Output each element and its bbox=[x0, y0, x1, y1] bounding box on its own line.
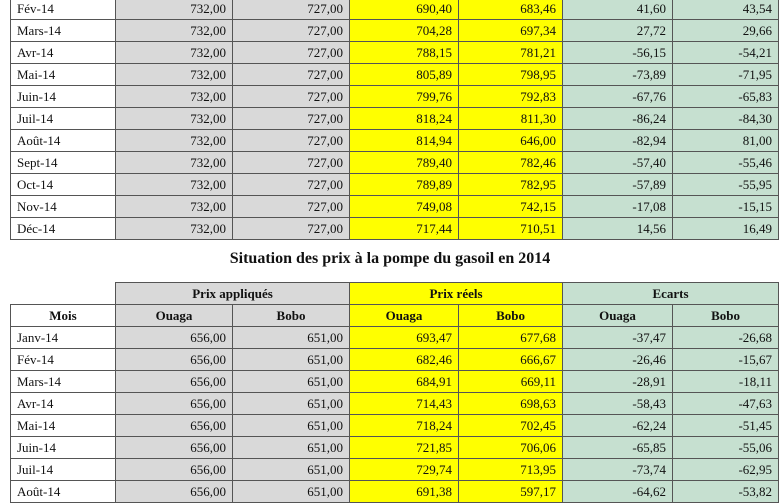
cell-pa-ouaga: 732,00 bbox=[116, 64, 233, 86]
cell-pr-bobo: 697,34 bbox=[459, 20, 563, 42]
header-prix-appliques: Prix appliqués bbox=[116, 283, 350, 305]
sub-header-row bbox=[11, 305, 779, 327]
cell-pa-bobo: 651,00 bbox=[233, 393, 350, 415]
cell-pr-bobo: 666,67 bbox=[459, 349, 563, 371]
cell-pr-bobo: 677,68 bbox=[459, 327, 563, 349]
cell-pa-bobo: 727,00 bbox=[233, 196, 350, 218]
cell-mois: Mai-14 bbox=[11, 415, 116, 437]
cell-pa-ouaga: 656,00 bbox=[116, 349, 233, 371]
cell-mois: Mai-14 bbox=[11, 64, 116, 86]
cell-mois: Avr-14 bbox=[11, 42, 116, 64]
gasoil-price-table-body bbox=[11, 327, 779, 503]
cell-pa-ouaga: 656,00 bbox=[116, 371, 233, 393]
table-row bbox=[11, 349, 779, 371]
cell-pa-bobo: 727,00 bbox=[233, 108, 350, 130]
table-row bbox=[11, 218, 779, 240]
header-prix-reels: Prix réels bbox=[350, 283, 563, 305]
cell-pr-ouaga: 717,44 bbox=[350, 218, 459, 240]
cell-ec-ouaga: -58,43 bbox=[563, 393, 673, 415]
cell-pr-ouaga: 749,08 bbox=[350, 196, 459, 218]
cell-pa-bobo: 727,00 bbox=[233, 174, 350, 196]
cell-mois: Nov-14 bbox=[11, 196, 116, 218]
cell-ec-bobo: -71,95 bbox=[673, 64, 779, 86]
cell-pa-ouaga: 732,00 bbox=[116, 174, 233, 196]
table-row bbox=[11, 481, 779, 503]
cell-ec-ouaga: -17,08 bbox=[563, 196, 673, 218]
cell-pr-bobo: 698,63 bbox=[459, 393, 563, 415]
cell-pr-ouaga: 684,91 bbox=[350, 371, 459, 393]
cell-pr-ouaga: 721,85 bbox=[350, 437, 459, 459]
header-ecarts: Ecarts bbox=[563, 283, 779, 305]
cell-pa-ouaga: 732,00 bbox=[116, 130, 233, 152]
cell-pa-bobo: 727,00 bbox=[233, 20, 350, 42]
cell-ec-bobo: -55,95 bbox=[673, 174, 779, 196]
cell-pa-ouaga: 656,00 bbox=[116, 393, 233, 415]
cell-pa-ouaga: 656,00 bbox=[116, 437, 233, 459]
header-pa-ouaga: Ouaga bbox=[116, 305, 233, 327]
cell-mois: Juil-14 bbox=[11, 108, 116, 130]
cell-ec-bobo: -54,21 bbox=[673, 42, 779, 64]
cell-ec-ouaga: -73,89 bbox=[563, 64, 673, 86]
cell-pa-ouaga: 732,00 bbox=[116, 196, 233, 218]
cell-mois: Sept-14 bbox=[11, 152, 116, 174]
table-row bbox=[11, 152, 779, 174]
cell-mois: Oct-14 bbox=[11, 174, 116, 196]
cell-pr-ouaga: 789,40 bbox=[350, 152, 459, 174]
table-row bbox=[11, 371, 779, 393]
cell-ec-ouaga: -86,24 bbox=[563, 108, 673, 130]
cell-mois: Déc-14 bbox=[11, 218, 116, 240]
cell-mois: Août-14 bbox=[11, 130, 116, 152]
cell-ec-ouaga: -82,94 bbox=[563, 130, 673, 152]
super-price-table bbox=[10, 0, 779, 240]
cell-pr-bobo: 597,17 bbox=[459, 481, 563, 503]
cell-pr-ouaga: 714,43 bbox=[350, 393, 459, 415]
cell-pa-ouaga: 656,00 bbox=[116, 481, 233, 503]
cell-pa-bobo: 651,00 bbox=[233, 349, 350, 371]
cell-ec-bobo: -84,30 bbox=[673, 108, 779, 130]
table-row bbox=[11, 0, 779, 20]
header-mois: Mois bbox=[11, 305, 116, 327]
cell-ec-bobo: -51,45 bbox=[673, 415, 779, 437]
cell-ec-ouaga: -26,46 bbox=[563, 349, 673, 371]
cell-ec-ouaga: -65,85 bbox=[563, 437, 673, 459]
table-row bbox=[11, 108, 779, 130]
cell-ec-bobo: -15,15 bbox=[673, 196, 779, 218]
table-row bbox=[11, 20, 779, 42]
cell-ec-ouaga: 27,72 bbox=[563, 20, 673, 42]
cell-pa-ouaga: 656,00 bbox=[116, 415, 233, 437]
super-price-table-body bbox=[11, 0, 779, 240]
cell-pr-bobo: 683,46 bbox=[459, 0, 563, 20]
cell-mois: Août-14 bbox=[11, 481, 116, 503]
table-row bbox=[11, 196, 779, 218]
cell-pr-bobo: 706,06 bbox=[459, 437, 563, 459]
cell-ec-bobo: -15,67 bbox=[673, 349, 779, 371]
cell-pa-bobo: 651,00 bbox=[233, 371, 350, 393]
cell-pr-bobo: 713,95 bbox=[459, 459, 563, 481]
header-blank bbox=[11, 283, 116, 305]
cell-pr-ouaga: 788,15 bbox=[350, 42, 459, 64]
cell-pa-bobo: 727,00 bbox=[233, 152, 350, 174]
table-row bbox=[11, 437, 779, 459]
cell-ec-bobo: -53,82 bbox=[673, 481, 779, 503]
header-ec-bobo: Bobo bbox=[673, 305, 779, 327]
cell-mois: Juil-14 bbox=[11, 459, 116, 481]
gasoil-table-title: Situation des prix à la pompe du gasoil en 2014 bbox=[229, 250, 551, 267]
cell-mois: Avr-14 bbox=[11, 393, 116, 415]
cell-ec-ouaga: -56,15 bbox=[563, 42, 673, 64]
cell-pr-bobo: 710,51 bbox=[459, 218, 563, 240]
cell-ec-ouaga: -37,47 bbox=[563, 327, 673, 349]
cell-pr-ouaga: 814,94 bbox=[350, 130, 459, 152]
cell-pr-ouaga: 729,74 bbox=[350, 459, 459, 481]
cell-ec-bobo: -55,46 bbox=[673, 152, 779, 174]
cell-ec-bobo: -18,11 bbox=[673, 371, 779, 393]
cell-pr-bobo: 811,30 bbox=[459, 108, 563, 130]
table-row bbox=[11, 130, 779, 152]
header-pr-ouaga: Ouaga bbox=[350, 305, 459, 327]
cell-ec-bobo: -55,06 bbox=[673, 437, 779, 459]
cell-pr-ouaga: 693,47 bbox=[350, 327, 459, 349]
cell-ec-ouaga: -62,24 bbox=[563, 415, 673, 437]
cell-pr-bobo: 798,95 bbox=[459, 64, 563, 86]
cell-pa-bobo: 727,00 bbox=[233, 42, 350, 64]
cell-pa-bobo: 651,00 bbox=[233, 415, 350, 437]
cell-ec-bobo: -62,95 bbox=[673, 459, 779, 481]
cell-ec-ouaga: -28,91 bbox=[563, 371, 673, 393]
cell-pa-ouaga: 656,00 bbox=[116, 459, 233, 481]
cell-pa-ouaga: 732,00 bbox=[116, 86, 233, 108]
cell-ec-ouaga: -57,89 bbox=[563, 174, 673, 196]
cell-ec-bobo: 81,00 bbox=[673, 130, 779, 152]
cell-pr-bobo: 782,46 bbox=[459, 152, 563, 174]
table-row bbox=[11, 42, 779, 64]
cell-pa-ouaga: 656,00 bbox=[116, 327, 233, 349]
cell-mois: Janv-14 bbox=[11, 327, 116, 349]
cell-pa-ouaga: 732,00 bbox=[116, 42, 233, 64]
cell-mois: Juin-14 bbox=[11, 437, 116, 459]
cell-pa-ouaga: 732,00 bbox=[116, 152, 233, 174]
cell-ec-bobo: 16,49 bbox=[673, 218, 779, 240]
cell-pr-ouaga: 789,89 bbox=[350, 174, 459, 196]
cell-pa-ouaga: 732,00 bbox=[116, 20, 233, 42]
cell-mois: Fév-14 bbox=[11, 0, 116, 20]
cell-pr-ouaga: 818,24 bbox=[350, 108, 459, 130]
cell-ec-ouaga: -67,76 bbox=[563, 86, 673, 108]
cell-ec-ouaga: 14,56 bbox=[563, 218, 673, 240]
cell-pr-bobo: 781,21 bbox=[459, 42, 563, 64]
cell-pa-bobo: 727,00 bbox=[233, 86, 350, 108]
table-row bbox=[11, 393, 779, 415]
cell-pr-ouaga: 691,38 bbox=[350, 481, 459, 503]
cell-pa-bobo: 727,00 bbox=[233, 64, 350, 86]
header-pr-bobo: Bobo bbox=[459, 305, 563, 327]
cell-pr-ouaga: 805,89 bbox=[350, 64, 459, 86]
cell-pa-ouaga: 732,00 bbox=[116, 218, 233, 240]
cell-pr-bobo: 792,83 bbox=[459, 86, 563, 108]
cell-ec-ouaga: -73,74 bbox=[563, 459, 673, 481]
cell-ec-bobo: 29,66 bbox=[673, 20, 779, 42]
cell-pr-bobo: 646,00 bbox=[459, 130, 563, 152]
cell-mois: Mars-14 bbox=[11, 371, 116, 393]
cell-pa-bobo: 727,00 bbox=[233, 0, 350, 20]
table-row bbox=[11, 174, 779, 196]
cell-pr-bobo: 669,11 bbox=[459, 371, 563, 393]
cell-pr-ouaga: 682,46 bbox=[350, 349, 459, 371]
cell-pr-bobo: 742,15 bbox=[459, 196, 563, 218]
cell-pa-bobo: 651,00 bbox=[233, 481, 350, 503]
table-row bbox=[11, 415, 779, 437]
table-row bbox=[11, 86, 779, 108]
group-header-row bbox=[11, 283, 779, 305]
cell-pr-ouaga: 718,24 bbox=[350, 415, 459, 437]
cell-mois: Fév-14 bbox=[11, 349, 116, 371]
cell-ec-bobo: -65,83 bbox=[673, 86, 779, 108]
cell-pa-ouaga: 732,00 bbox=[116, 108, 233, 130]
cell-pa-bobo: 727,00 bbox=[233, 218, 350, 240]
cell-ec-bobo: -47,63 bbox=[673, 393, 779, 415]
cell-pr-ouaga: 704,28 bbox=[350, 20, 459, 42]
cell-ec-ouaga: -64,62 bbox=[563, 481, 673, 503]
cell-ec-ouaga: 41,60 bbox=[563, 0, 673, 20]
cell-pr-ouaga: 799,76 bbox=[350, 86, 459, 108]
cell-ec-bobo: 43,54 bbox=[673, 0, 779, 20]
cell-pa-bobo: 727,00 bbox=[233, 130, 350, 152]
cell-ec-ouaga: -57,40 bbox=[563, 152, 673, 174]
cell-pa-bobo: 651,00 bbox=[233, 459, 350, 481]
table-row bbox=[11, 327, 779, 349]
table-row bbox=[11, 64, 779, 86]
cell-pr-bobo: 702,45 bbox=[459, 415, 563, 437]
header-ec-ouaga: Ouaga bbox=[563, 305, 673, 327]
cell-pa-ouaga: 732,00 bbox=[116, 0, 233, 20]
cell-pr-ouaga: 690,40 bbox=[350, 0, 459, 20]
header-pa-bobo: Bobo bbox=[233, 305, 350, 327]
cell-mois: Mars-14 bbox=[11, 20, 116, 42]
cell-pa-bobo: 651,00 bbox=[233, 327, 350, 349]
cell-pa-bobo: 651,00 bbox=[233, 437, 350, 459]
cell-ec-bobo: -26,68 bbox=[673, 327, 779, 349]
cell-mois: Juin-14 bbox=[11, 86, 116, 108]
cell-pr-bobo: 782,95 bbox=[459, 174, 563, 196]
